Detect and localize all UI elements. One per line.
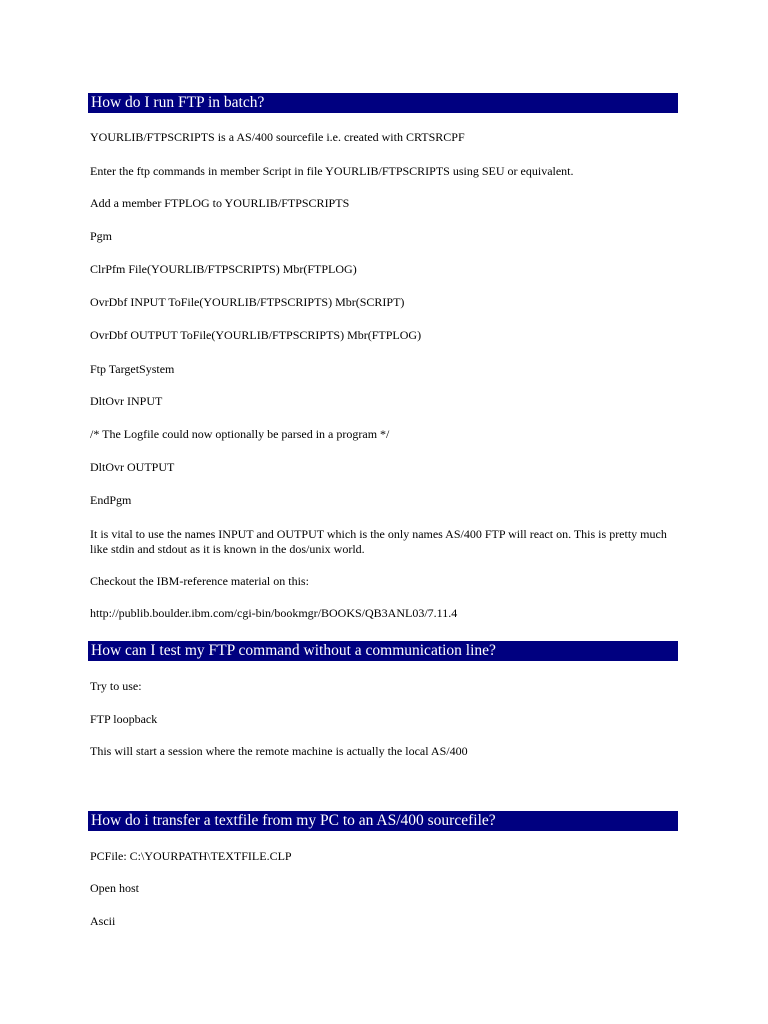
paragraph: YOURLIB/FTPSCRIPTS is a AS/400 sourcefile i.e. created with CRTSRCPF [90,130,465,144]
code-line: OvrDbf OUTPUT ToFile(YOURLIB/FTPSCRIPTS) Mbr(FTPLOG) [90,328,422,342]
section-heading-ftp-loopback: How can I test my FTP command without a communication line? [88,641,678,661]
code-line: DltOvr INPUT [90,394,163,408]
code-line: /* The Logfile could now optionally be parsed in a program */ [90,427,390,441]
code-line: Ascii [90,914,116,928]
paragraph: Enter the ftp commands in member Script in file YOURLIB/FTPSCRIPTS using SEU or equivalent. [90,164,574,178]
section-heading-transfer-textfile: How do i transfer a textfile from my PC to an AS/400 sourcefile? [88,811,678,831]
paragraph: It is vital to use the names INPUT and OUTPUT which is the only names AS/400 FTP will react on. This is pretty much like stdin and stdout as it is known in the dos/unix world. [90,527,667,556]
paragraph: Add a member FTPLOG to YOURLIB/FTPSCRIPTS [90,196,350,210]
code-line: PCFile: C:\YOURPATH\TEXTFILE.CLP [90,849,292,863]
code-line: OvrDbf INPUT ToFile(YOURLIB/FTPSCRIPTS) Mbr(SCRIPT) [90,295,405,309]
reference-url: http://publib.boulder.ibm.com/cgi-bin/bookmgr/BOOKS/QB3ANL03/7.11.4 [90,606,458,620]
code-line: ClrPfm File(YOURLIB/FTPSCRIPTS) Mbr(FTPLOG) [90,262,357,276]
code-line: Ftp TargetSystem [90,362,175,376]
code-line: FTP loopback [90,712,158,726]
paragraph: Try to use: [90,679,142,693]
code-line: DltOvr OUTPUT [90,460,175,474]
paragraph: This will start a session where the remote machine is actually the local AS/400 [90,744,468,758]
code-line: Open host [90,881,139,895]
code-line: Pgm [90,229,113,243]
section-heading-ftp-batch: How do I run FTP in batch? [88,93,678,113]
code-line: EndPgm [90,493,132,507]
paragraph: Checkout the IBM-reference material on this: [90,574,309,588]
